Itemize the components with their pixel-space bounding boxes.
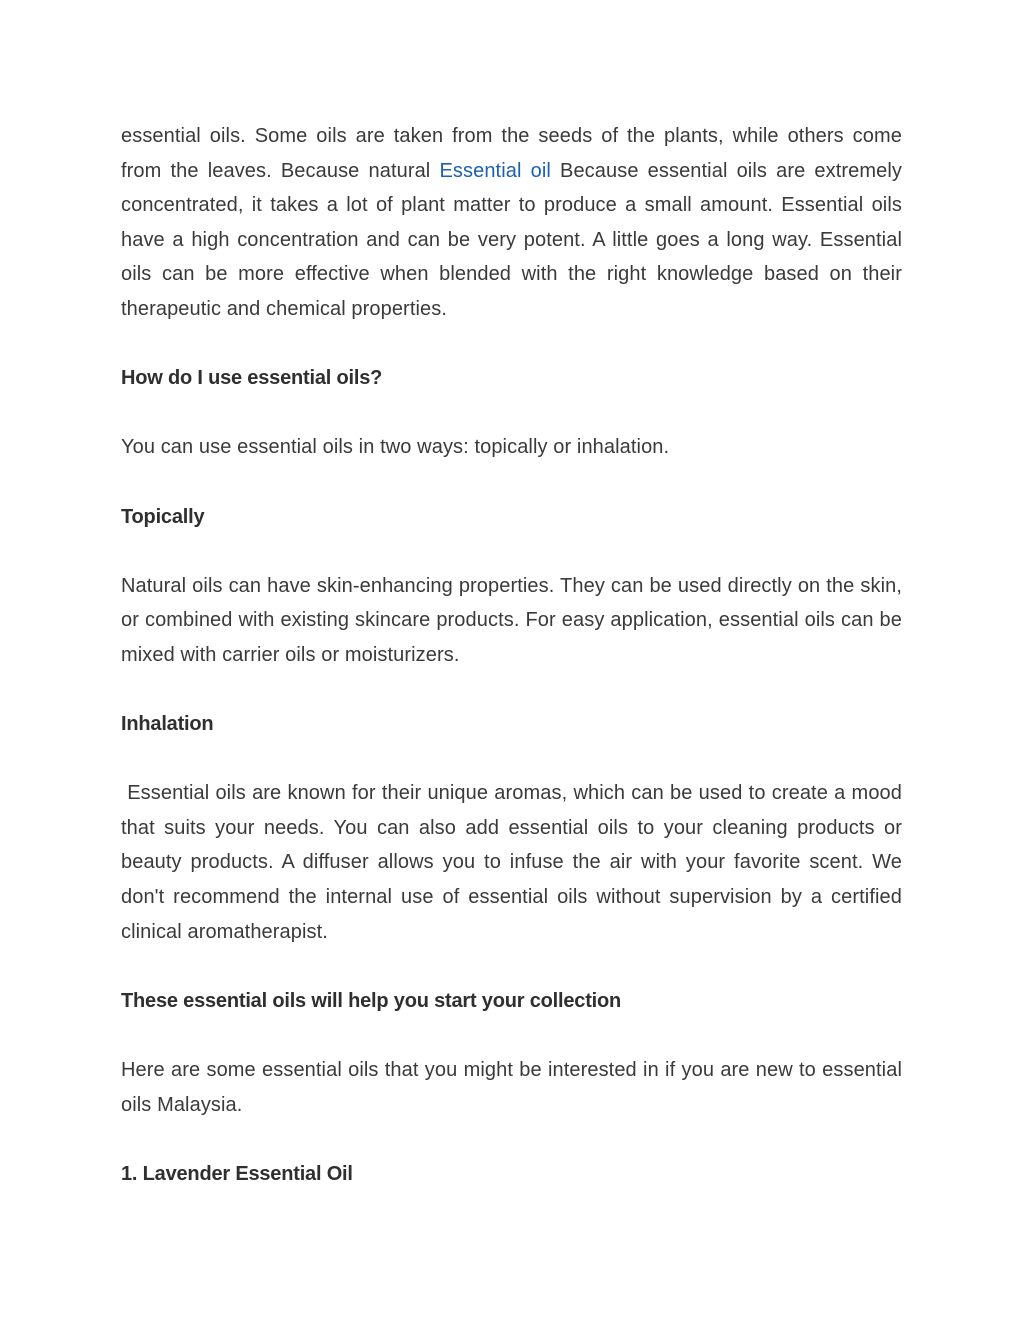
spacer bbox=[121, 949, 902, 984]
spacer bbox=[121, 673, 902, 708]
spacer bbox=[121, 465, 902, 500]
intro-text-before-link: essential oils. Some oils are taken from the seeds of the plants, while others come from the leaves. Because natural bbox=[121, 125, 902, 182]
how-to-use-heading: How do I use essential oils? bbox=[121, 367, 383, 390]
spacer bbox=[121, 1018, 902, 1053]
topically-paragraph: Natural oils can have skin-enhancing properties. They can be used directly on the skin, or combined with existing skincare products. For easy application, essential oils can be mixed with carrier oils or moisturizers. bbox=[121, 574, 902, 666]
spacer bbox=[121, 327, 902, 362]
how-to-use-paragraph: You can use essential oils in two ways: topically or inhalation. bbox=[121, 436, 670, 459]
intro-paragraph bbox=[121, 119, 902, 327]
spacer bbox=[121, 1122, 902, 1157]
inhalation-heading: Inhalation bbox=[121, 713, 214, 736]
inhalation-paragraph: Essential oils are known for their unique aromas, which can be used to create a mood that suits your needs. You can also add essential oils to your cleaning products or beauty products. A diffuser allows you to infuse the air with your favorite scent. We don't recommend the internal use of essential oils without supervision by a certified clinical aromatherapist. bbox=[121, 782, 908, 943]
spacer bbox=[121, 534, 902, 569]
lavender-heading: 1. Lavender Essential Oil bbox=[121, 1162, 353, 1185]
essential-oil-link[interactable]: Essential oil bbox=[439, 159, 551, 182]
collection-heading: These essential oils will help you start your collection bbox=[121, 989, 622, 1012]
spacer bbox=[121, 742, 902, 777]
spacer bbox=[121, 396, 902, 431]
collection-paragraph: Here are some essential oils that you might be interested in if you are new to essential oils Malaysia. bbox=[121, 1059, 902, 1116]
document-page bbox=[121, 119, 908, 1191]
topically-heading: Topically bbox=[121, 505, 205, 528]
intro-text-after-link: Because essential oils are extremely concentrated, it takes a lot of plant matter to produce a small amount. Essential oils have a high concentration and can be very potent. A little goes a long way. Essential oils can be more effective when blended with the right knowledge based on their therapeutic and chemical properties. bbox=[121, 159, 902, 320]
